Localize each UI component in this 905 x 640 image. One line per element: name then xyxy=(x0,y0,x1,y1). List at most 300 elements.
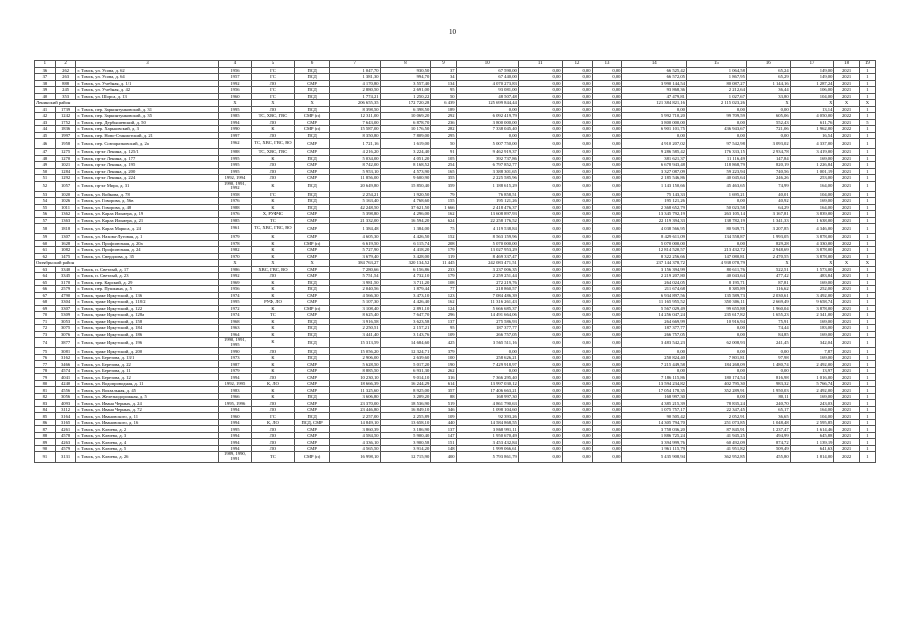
table-cell: 2021 xyxy=(834,413,859,420)
table-cell: 1 721,16 xyxy=(329,139,380,149)
table-cell: 0,00 xyxy=(518,149,562,156)
table-cell: 109 xyxy=(431,413,456,420)
table-cell: 3 108,40 xyxy=(329,305,380,312)
table-cell: 0,00 xyxy=(518,80,562,87)
table-cell: 0,00 xyxy=(562,126,592,133)
table-cell: 3 207,85 xyxy=(746,224,790,234)
table-cell: 250 824,40 xyxy=(622,354,687,361)
table-cell: 1 xyxy=(859,279,875,286)
table-cell: 2021 xyxy=(834,80,859,87)
table-cell: 402 795,30 xyxy=(686,380,746,387)
table-cell: 4578 xyxy=(55,432,76,439)
table-cell: 7,87 xyxy=(790,348,834,355)
table-cell: 147 080,81 xyxy=(686,253,746,260)
table-cell: СМР xyxy=(295,426,330,433)
table-cell: 1 237,47 xyxy=(746,426,790,433)
table-cell: 65,29 xyxy=(746,74,790,81)
table-cell: СМР xyxy=(295,217,330,224)
table-cell: 123 xyxy=(431,292,456,299)
table-cell: К xyxy=(251,155,295,162)
table-cell: 2021 xyxy=(834,175,859,182)
column-number: 19 xyxy=(859,61,875,68)
table-cell: г. Томск, ул. Усова, д. 62 xyxy=(76,67,219,74)
table-cell: 0,00 xyxy=(746,132,790,139)
table-cell: 2021 xyxy=(834,445,859,452)
table-cell: 1 143 150,66 xyxy=(622,181,687,191)
table-cell: 10 916,94 xyxy=(686,318,746,325)
table-cell: 0,00 xyxy=(592,279,622,286)
table-cell: 3112 xyxy=(55,406,76,413)
table-cell: К, ЛО xyxy=(251,419,295,426)
table-cell: 1 xyxy=(859,162,875,169)
table-cell: ЛО xyxy=(251,445,295,452)
table-cell: 80 xyxy=(35,380,56,387)
table-cell: 1 016,00 xyxy=(790,374,834,381)
table-cell: 40 045,64 xyxy=(686,175,746,182)
table-cell: ПСД xyxy=(295,348,330,355)
table-cell: 483,84 xyxy=(790,273,834,280)
district-subtotal-cell: 4 938 078,79 xyxy=(686,260,746,267)
table-cell: 2021 xyxy=(834,67,859,74)
table-cell: СМР xyxy=(295,162,330,169)
table-cell: 605,06 xyxy=(746,113,790,120)
column-number: 10 xyxy=(456,61,518,68)
table-cell: 3 167,81 xyxy=(746,211,790,218)
table-cell: 1 xyxy=(859,191,875,198)
table-cell: 0,00 xyxy=(518,426,562,433)
table-cell: ГС xyxy=(251,413,295,420)
table-cell: 243,03 xyxy=(790,400,834,407)
table-cell: 152 xyxy=(431,234,456,241)
table-cell: 1 xyxy=(859,204,875,211)
table-cell: 2 669,49 xyxy=(746,299,790,306)
table-cell: 65 xyxy=(35,279,56,286)
table-cell: 7 338 045,40 xyxy=(456,126,518,133)
table-cell: 0,00 xyxy=(562,305,592,312)
table-cell: СМР (п) xyxy=(295,452,330,462)
table-cell: г. Томск, пр-кт Ленина, д. 195 xyxy=(76,162,219,169)
table-cell: 0,00 xyxy=(592,400,622,407)
table-cell: 2 250,51 xyxy=(329,325,380,332)
table-cell: 1994 xyxy=(219,119,251,126)
table-cell: 169,00 xyxy=(790,279,834,286)
table-cell: 0,00 xyxy=(562,67,592,74)
table-cell: 4 861 790,63 xyxy=(456,400,518,407)
district-subtotal-cell: X xyxy=(834,100,859,107)
table-cell: 5 398,80 xyxy=(329,211,380,218)
table-cell: 0,00 xyxy=(518,318,562,325)
table-cell: 4 566,30 xyxy=(329,292,380,299)
table-cell: 40 xyxy=(35,93,56,100)
table-cell: 1 001,19 xyxy=(790,168,834,175)
table-cell: г. Томск, ул. Профсоюзная, д. 24 xyxy=(76,247,219,254)
table-cell: 1995 xyxy=(219,155,251,162)
table-cell: 134 xyxy=(431,80,456,87)
table-cell: 0,00 xyxy=(562,93,592,100)
table-cell: 1995, 1996 xyxy=(219,400,251,407)
table-cell: 64,29 xyxy=(746,204,790,211)
table-cell: 1 695,21 xyxy=(686,191,746,198)
table-cell: 138 782,19 xyxy=(686,217,746,224)
table-cell: г. Томск, пр-кт Ленина, д. 224 xyxy=(76,175,219,182)
table-cell: ГС xyxy=(251,87,295,94)
table-cell: 1026 xyxy=(55,198,76,205)
table-cell: ПСД xyxy=(295,354,330,361)
table-cell: 3 868 991,11 xyxy=(456,426,518,433)
table-cell: 0,00 xyxy=(592,426,622,433)
table-cell: 76 xyxy=(35,354,56,361)
table-cell: 71 xyxy=(35,318,56,325)
table-cell: 0,00 xyxy=(518,162,562,169)
table-cell: 0,00 xyxy=(518,253,562,260)
table-cell: 2021 xyxy=(834,331,859,338)
district-subtotal-cell: 206 655,35 xyxy=(329,100,380,107)
table-cell: 52 xyxy=(35,181,56,191)
table-cell: 1960 xyxy=(219,413,251,420)
table-cell: 0,00 xyxy=(592,419,622,426)
table-cell: ПСД xyxy=(295,204,330,211)
table-cell: ПСД xyxy=(295,331,330,338)
table-cell: 0,00 xyxy=(518,204,562,211)
table-cell: 4 385 215,39 xyxy=(622,400,687,407)
table-cell: 624 xyxy=(431,217,456,224)
table-cell: г. Томск, ул. Усова, д. 64 xyxy=(76,74,219,81)
column-number: 7 xyxy=(329,61,380,68)
table-cell: 614 xyxy=(431,380,456,387)
table-cell: 1 867,95 xyxy=(686,74,746,81)
table-cell: 2 948,69 xyxy=(746,247,790,254)
table-cell: 2021 xyxy=(834,312,859,319)
table-cell: 2021 xyxy=(834,338,859,348)
table-cell: 0,00 xyxy=(562,354,592,361)
table-cell: 164,00 xyxy=(790,406,834,413)
table-cell: 8 398,50 xyxy=(329,106,380,113)
table-cell: 14 491 664,06 xyxy=(456,312,518,319)
table-cell: 44 xyxy=(35,126,56,133)
table-cell: 1 098 104,60 xyxy=(456,406,518,413)
table-cell: 0,00 xyxy=(518,126,562,133)
table-cell: 2021 xyxy=(834,361,859,368)
table-cell: г. Томск, ул. Клюева, д. 3 xyxy=(76,432,219,439)
table-cell: 0,00 xyxy=(592,338,622,348)
table-cell: 740,56 xyxy=(746,168,790,175)
table-cell: 0,00 xyxy=(562,380,592,387)
table-cell: 1 xyxy=(859,338,875,348)
table-cell: 0,00 xyxy=(592,211,622,218)
table-cell: 0,00 xyxy=(518,338,562,348)
table-cell: 262 xyxy=(431,367,456,374)
table-cell: 4 336,10 xyxy=(329,439,380,446)
building-row xyxy=(35,181,876,191)
table-cell: 14 305 794,70 xyxy=(622,419,687,426)
table-cell: 8 385,89 xyxy=(686,286,746,293)
table-cell: 2021 xyxy=(834,400,859,407)
table-cell: г. Томск, ул. Березова, д. 22 xyxy=(76,361,219,368)
table-cell: 0,00 xyxy=(686,325,746,332)
table-cell: 262 xyxy=(55,67,76,74)
table-cell: 2021 xyxy=(834,318,859,325)
table-cell: 1974 xyxy=(219,312,251,319)
table-cell: 169,00 xyxy=(790,155,834,162)
table-cell: 0,00 xyxy=(562,266,592,273)
table-cell: СМР xyxy=(295,168,330,175)
table-cell: 41 951,82 xyxy=(686,445,746,452)
table-cell: 1 xyxy=(859,273,875,280)
table-cell: 6 934 897,56 xyxy=(622,292,687,299)
table-cell: 0,00 xyxy=(746,348,790,355)
table-cell: 440 xyxy=(431,419,456,426)
table-cell: 2021 xyxy=(834,149,859,156)
table-cell: 0,00 xyxy=(562,155,592,162)
table-cell: 0,00 xyxy=(592,374,622,381)
table-cell: 7 186 115,86 xyxy=(622,374,687,381)
table-cell: 80,11 xyxy=(746,393,790,400)
table-cell: 66 525,42 xyxy=(622,67,687,74)
table-cell: 8 168,52 xyxy=(380,162,431,169)
table-cell: 258 626,21 xyxy=(456,354,518,361)
table-cell: г. Томск, ул. Ивана Черных, д. 72 xyxy=(76,406,219,413)
table-cell: 0,00 xyxy=(592,325,622,332)
table-cell: 13 345 792,19 xyxy=(622,211,687,218)
table-cell: 0,00 xyxy=(746,367,790,374)
table-cell: К xyxy=(251,247,295,254)
column-number: 3 xyxy=(76,61,219,68)
district-subtotal-cell: X xyxy=(834,260,859,267)
table-cell: 7 801,81 xyxy=(686,354,746,361)
table-cell: 61 xyxy=(35,247,56,254)
table-cell: 3081 xyxy=(55,348,76,355)
table-cell: 74 xyxy=(35,338,56,348)
table-cell: г. Томск, пер. Заркинтунковский, д. 35 xyxy=(76,113,219,120)
table-cell: 60 xyxy=(35,240,56,247)
table-cell: 1 xyxy=(859,126,875,133)
building-row xyxy=(35,139,876,149)
table-cell: ТС xyxy=(251,217,295,224)
table-cell: г. Томск, пер. Совзаразковский, д. 2а xyxy=(76,139,219,149)
table-cell: 477,42 xyxy=(746,273,790,280)
table-cell: г. Томск, ул. Профсоюзная, д. 20а xyxy=(76,240,219,247)
table-cell: 108 xyxy=(431,279,456,286)
table-cell: 4 296,00 xyxy=(380,211,431,218)
table-cell: 1 xyxy=(859,380,875,387)
table-cell: СМР xyxy=(295,253,330,260)
table-cell: 1976 xyxy=(219,211,251,218)
district-subtotal-cell: X xyxy=(746,100,790,107)
table-cell: 1 962,00 xyxy=(790,126,834,133)
table-cell: 0,00 xyxy=(518,367,562,374)
table-cell: 1982 xyxy=(219,247,251,254)
table-cell: 36,44 xyxy=(746,87,790,94)
table-cell: 3 483 542,23 xyxy=(622,338,687,348)
table-cell: 0,00 xyxy=(686,132,746,139)
table-cell: 2 257,00 xyxy=(329,413,380,420)
table-cell: 245 xyxy=(55,87,76,94)
table-cell: 3 758 036,20 xyxy=(622,426,687,433)
table-cell: 2021 xyxy=(834,387,859,394)
table-cell: 3 606,80 xyxy=(329,393,380,400)
table-cell: 3 711,20 xyxy=(380,279,431,286)
table-cell: 2021 xyxy=(834,253,859,260)
table-cell: 33,80 xyxy=(746,93,790,100)
table-cell: 9 286 585,42 xyxy=(622,149,687,156)
district-subtotal-cell: X xyxy=(251,100,295,107)
table-cell: 195 121,26 xyxy=(456,198,518,205)
table-cell: 8 925,00 xyxy=(380,387,431,394)
table-cell: 263 105,14 xyxy=(686,211,746,218)
table-cell: ЛО xyxy=(251,400,295,407)
table-cell: 91 xyxy=(431,149,456,156)
table-cell: 1990 xyxy=(219,126,251,133)
table-cell: 75 xyxy=(35,348,56,355)
table-cell: 1992 xyxy=(219,273,251,280)
table-cell: г. Томск, ул. Учебная, д. 1/1 xyxy=(76,80,219,87)
district-subtotal-cell: X xyxy=(790,100,834,107)
table-cell: ПСД xyxy=(295,198,330,205)
table-cell: 0,00 xyxy=(592,119,622,126)
table-cell: 2 185 546,86 xyxy=(622,175,687,182)
table-cell: 1969 xyxy=(219,279,251,286)
table-cell: 1961 xyxy=(219,224,251,234)
table-cell: 0,00 xyxy=(592,204,622,211)
table-cell: К xyxy=(251,367,295,374)
table-cell: 0,00 xyxy=(518,198,562,205)
table-cell: 0,00 xyxy=(592,234,622,241)
table-cell: 1 xyxy=(859,374,875,381)
table-cell: 509,49 xyxy=(746,445,790,452)
table-cell: ЛО xyxy=(251,119,295,126)
table-cell: 0,00 xyxy=(518,387,562,394)
table-cell: 50 023,58 xyxy=(686,204,746,211)
table-cell: 109 xyxy=(431,331,456,338)
table-cell: 2021 xyxy=(834,224,859,234)
table-cell: 1 993,05 xyxy=(746,234,790,241)
table-cell: СМР xyxy=(295,149,330,156)
table-cell: 4240 xyxy=(55,380,76,387)
table-cell: 37 xyxy=(35,74,56,81)
table-cell: 611,76 xyxy=(790,119,834,126)
table-cell: 79 xyxy=(431,191,456,198)
table-cell: 1 xyxy=(859,106,875,113)
table-cell: К xyxy=(251,331,295,338)
table-cell: 2 259 251,44 xyxy=(456,273,518,280)
table-cell: 77 xyxy=(431,286,456,293)
table-cell: 254 xyxy=(431,162,456,169)
table-cell: 15 313,59 xyxy=(329,338,380,348)
table-cell: 8 350,80 xyxy=(329,132,380,139)
table-cell: 1978 xyxy=(219,240,251,247)
district-subtotal-cell: X xyxy=(219,100,251,107)
table-cell: 5 727,90 xyxy=(329,247,380,254)
table-cell: ТС xyxy=(251,312,295,319)
table-cell: 40,92 xyxy=(746,198,790,205)
table-cell: 0,00 xyxy=(592,299,622,306)
table-cell: 0,00 xyxy=(518,155,562,162)
table-cell: 0,00 xyxy=(622,348,687,355)
table-cell: СМР xyxy=(295,247,330,254)
table-cell: ГС xyxy=(251,191,295,198)
table-cell: 0,00 xyxy=(592,367,622,374)
column-number: 1 xyxy=(35,61,56,68)
table-cell: 1994 xyxy=(219,406,251,413)
table-cell: 346 xyxy=(431,406,456,413)
table-cell: 316 xyxy=(431,374,456,381)
table-cell: 0,00 xyxy=(456,106,518,113)
table-cell: 2 891,10 xyxy=(380,305,431,312)
table-cell: К xyxy=(251,305,295,312)
table-cell: ТС, ХВС, ГВС xyxy=(251,113,295,120)
table-cell: 149,00 xyxy=(790,74,834,81)
table-cell: 1 xyxy=(859,234,875,241)
table-cell: ЛО xyxy=(251,273,295,280)
table-cell: 0,00 xyxy=(592,224,622,234)
table-cell: 0,00 xyxy=(592,266,622,273)
table-cell: 64 xyxy=(35,273,56,280)
table-cell: 4 337,00 xyxy=(790,139,834,149)
table-cell: 1995 xyxy=(219,299,251,306)
table-cell: ТС, ХВС, ГВС, ВО xyxy=(251,224,295,234)
table-cell: 3165 xyxy=(55,419,76,426)
table-cell: 1994 xyxy=(219,445,251,452)
table-cell: ПСД xyxy=(295,87,330,94)
table-cell: 0,00 xyxy=(518,217,562,224)
table-cell: 236 xyxy=(431,119,456,126)
table-cell: 1362 xyxy=(55,211,76,218)
table-cell: 38 xyxy=(35,80,56,87)
table-cell: 3307 xyxy=(55,305,76,312)
table-cell: 1 384,48 xyxy=(329,224,380,234)
table-cell: 0,00 xyxy=(562,224,592,234)
table-cell: СМР xyxy=(295,224,330,234)
table-cell: 0,00 xyxy=(592,331,622,338)
table-cell: 40,01 xyxy=(746,191,790,198)
table-cell: 357 xyxy=(431,387,456,394)
table-cell: ЛО xyxy=(251,80,295,87)
table-cell: 104,00 xyxy=(790,191,834,198)
table-cell: 0,00 xyxy=(622,132,687,139)
table-cell: 0,00 xyxy=(562,318,592,325)
table-cell: 1 xyxy=(859,181,875,191)
table-cell: 5 107,30 xyxy=(329,299,380,306)
table-cell: 7 643,00 xyxy=(329,119,380,126)
table-cell: 0,00 xyxy=(518,181,562,191)
table-cell: 2021 xyxy=(834,93,859,100)
table-cell: 0,00 xyxy=(518,247,562,254)
table-cell: 11 856,00 xyxy=(329,175,380,182)
table-cell: 0,00 xyxy=(562,175,592,182)
table-cell: 0,00 xyxy=(562,80,592,87)
table-cell: 97,98 xyxy=(746,354,790,361)
table-cell: 10 176,50 xyxy=(380,126,431,133)
table-cell: 5 567 029,49 xyxy=(622,305,687,312)
table-cell: 1011 xyxy=(55,204,76,211)
table-cell: 0,00 xyxy=(562,325,592,332)
table-cell: 0,00 xyxy=(686,367,746,374)
table-cell: 3076 xyxy=(55,331,76,338)
table-cell: СМР xyxy=(295,266,330,273)
table-cell: 1 xyxy=(859,175,875,182)
district-subtotal-cell: 2 115 023,26 xyxy=(686,100,746,107)
table-cell: г. Томск, п. Светлый, д. 17 xyxy=(76,266,219,273)
table-cell: 0,00 xyxy=(592,413,622,420)
table-cell: 165 xyxy=(431,168,456,175)
table-cell: 3 878,00 xyxy=(790,234,834,241)
table-cell: 1988 xyxy=(219,149,251,156)
table-cell: СМР xyxy=(295,211,330,218)
table-cell: ЛО xyxy=(251,348,295,355)
table-cell: 0,00 xyxy=(518,432,562,439)
table-cell: 1 xyxy=(859,426,875,433)
table-cell: 0,00 xyxy=(518,299,562,306)
